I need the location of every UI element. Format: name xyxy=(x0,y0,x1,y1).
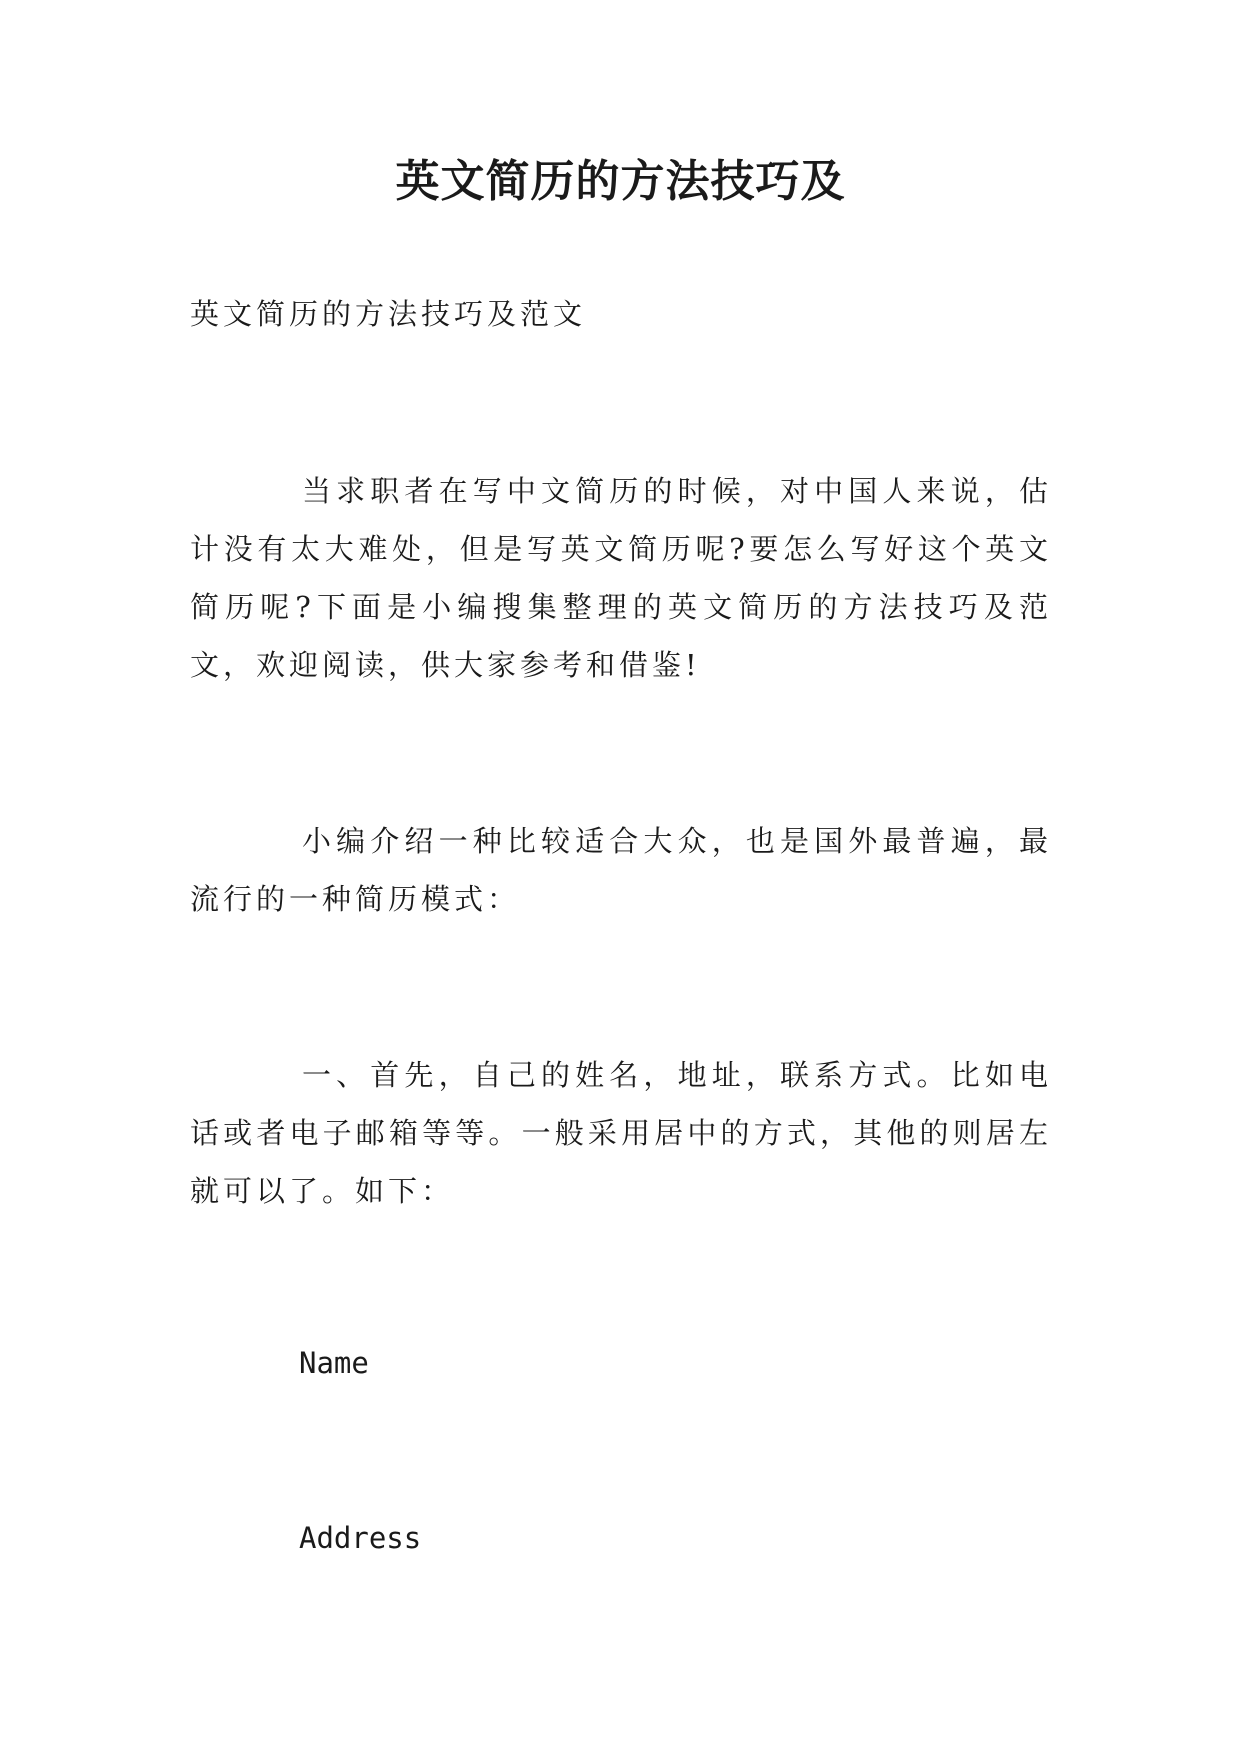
intro-paragraph: 当求职者在写中文简历的时候，对中国人来说，估计没有太大难处，但是写英文简历呢?要怎么写好这个英文简历呢?下面是小编搜集整理的英文简历的方法技巧及范文，欢迎阅读，供大家参考和借鉴! xyxy=(190,474,1052,682)
resume-format-paragraph: 小编介绍一种比较适合大众，也是国外最普遍，最流行的一种简历模式： xyxy=(190,824,1052,916)
contact-info-paragraph: 一、首先，自己的姓名，地址，联系方式。比如电话或者电子邮箱等等。一般采用居中的方式，其他的则居左就可以了。如下： xyxy=(190,1058,1052,1208)
name-field-label: Name xyxy=(299,1346,369,1380)
document-subtitle: 英文简历的方法技巧及范文 xyxy=(190,297,587,331)
document-title: 英文简历的方法技巧及 xyxy=(395,156,846,207)
address-field-label: Address xyxy=(299,1521,422,1555)
